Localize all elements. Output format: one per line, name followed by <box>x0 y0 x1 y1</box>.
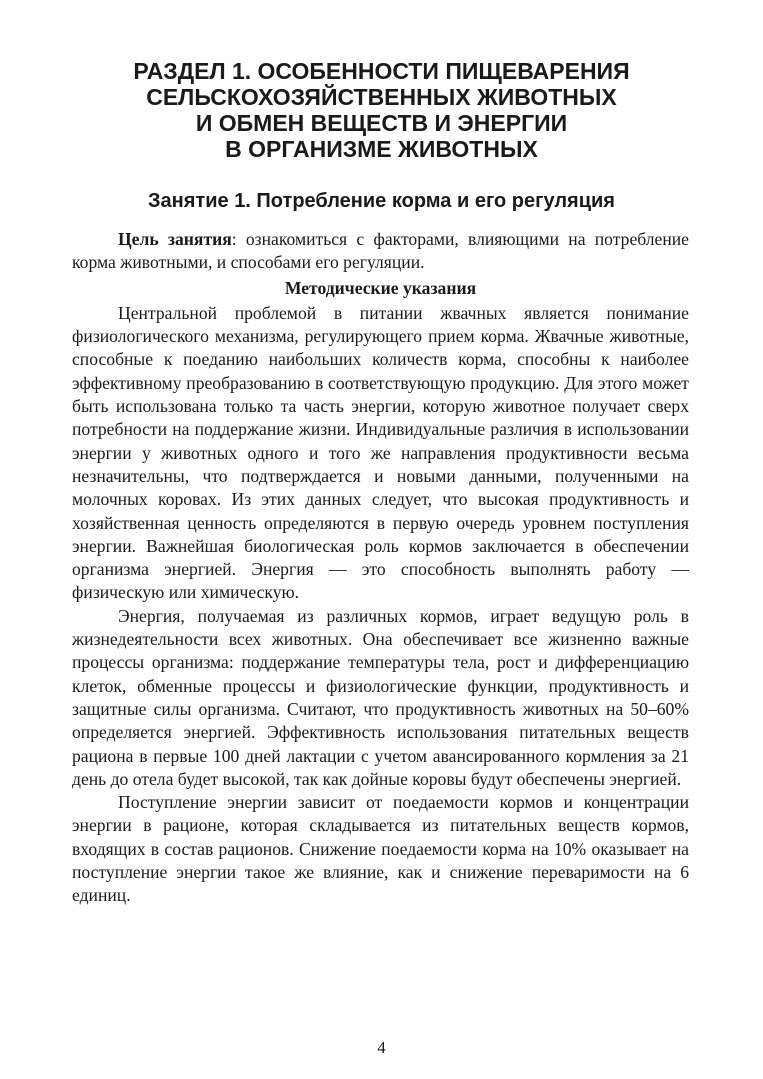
guidelines-paragraph-2: Энергия, получаемая из различных кормов, играет ведущую роль в жизнедеятельности всех животных. Она обеспечивает все жизненно важные процессы организма: поддержание температуры тела, рост и дифференциацию клеток, обменные процессы и физиологические функции, продуктивность и защитные силы организма. Считают, что продуктивность животных на 50–60% определяется энергией. Эффективность использования питательных веществ рациона в первые 100 дней лактации с учетом авансированного кормления за 21 день до отела будет высокой, так как дойные коровы будут обеспечены энергией. <box>72 605 689 789</box>
section-title-line: СЕЛЬСКОХОЗЯЙСТВЕННЫХ ЖИВОТНЫХ <box>146 84 617 110</box>
body-text <box>72 228 689 908</box>
goal-label: Цель занятия <box>118 229 232 249</box>
section-title <box>60 58 703 162</box>
guidelines-heading: Методические указания <box>284 277 477 298</box>
goal-paragraph <box>72 228 689 275</box>
goal-text: : ознакомиться с факторами, влияющими на потребление корма животными, и способами его регуляции. <box>72 229 689 273</box>
guidelines-paragraph-3: Поступление энергии зависит от поедаемости кормов и концентрации энергии в рационе, которая складывается из питательных веществ кормов, входящих в состав рационов. Снижение поедаемости корма на 10% оказывает на поступление энергии такое же влияние, как и снижение переваримости на 6 единиц. <box>72 792 689 906</box>
section-title-line: В ОРГАНИЗМЕ ЖИВОТНЫХ <box>225 136 538 162</box>
lesson-title: Занятие 1. Потребление корма и его регуляция <box>148 190 615 212</box>
section-title-line: РАЗДЕЛ 1. ОСОБЕННОСТИ ПИЩЕВАРЕНИЯ <box>133 58 630 84</box>
section-title-line: И ОБМЕН ВЕЩЕСТВ И ЭНЕРГИИ <box>195 110 568 136</box>
guidelines-paragraph-1: Центральной проблемой в питании жвачных является понимание физиологического механизма, регулирующего прием корма. Жвачные животные, способные к поеданию наибольших количеств корма, способны к наиболее эффективному преобразованию в соответствующую продукцию. Для этого может быть использована только та часть энергии, которую животное получает сверх потребности на поддержание жизни. Индивидуальные различия в использовании энергии у животных одного и того же направления продуктивности весьма незначительны, что подтверждается и новыми данными, полученными на молочных коровах. Из этих данных следует, что высокая продуктивность и хозяйственная ценность определяются в первую очередь уровнем поступления энергии. Важнейшая биологическая роль кормов заключается в обеспечении организма энергией. Энергия — это способность выполнять работу — физическую или химическую. <box>72 302 689 603</box>
page-number: 4 <box>377 1038 386 1057</box>
